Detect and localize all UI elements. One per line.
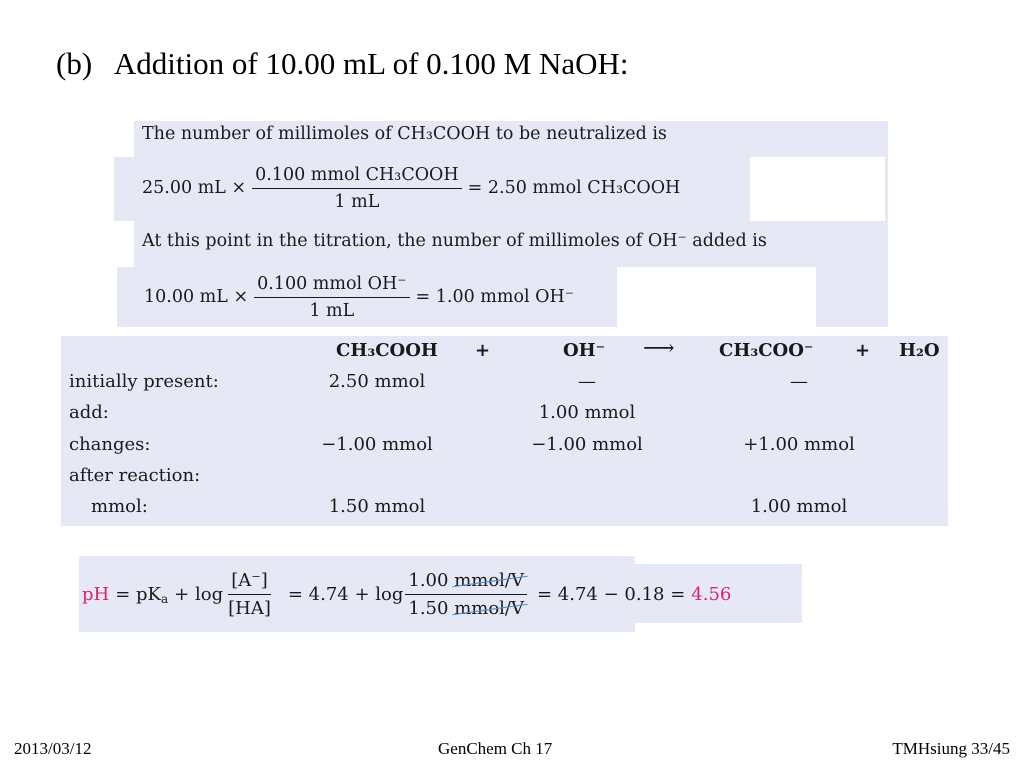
footer-date: 2013/03/12 bbox=[14, 739, 92, 758]
ph-frac2-num-val: 1.00 bbox=[408, 569, 449, 591]
title-label: (b) bbox=[56, 46, 93, 81]
block-eq2-right-bg bbox=[816, 267, 888, 327]
row-label: mmol: bbox=[91, 496, 148, 517]
row-label: changes: bbox=[69, 434, 151, 455]
header-plus-2: + bbox=[855, 340, 871, 361]
row-c1: 1.50 mmol bbox=[328, 496, 426, 517]
row-c3: 1.00 mmol bbox=[750, 496, 848, 517]
row-c2: — bbox=[578, 371, 596, 392]
oh-equation bbox=[144, 268, 574, 326]
eq1-numerator: 0.100 mmol CH₃COOH bbox=[252, 165, 462, 189]
row-label: after reaction: bbox=[69, 465, 201, 486]
row-c3: +1.00 mmol bbox=[743, 434, 855, 455]
row-c3: — bbox=[790, 371, 808, 392]
eq2-numerator: 0.100 mmol OH⁻ bbox=[254, 274, 409, 298]
header-arrow: ⟶ bbox=[643, 336, 675, 361]
ph-frac2-num-unit: mmol/V bbox=[454, 569, 524, 591]
ph-frac2-den-val: 1.50 bbox=[408, 597, 449, 619]
ph-eq-pka: = pK bbox=[115, 583, 162, 605]
ph-frac2-num bbox=[405, 570, 527, 595]
neutralize-text: The number of millimoles of CH₃COOH to be neutralized is bbox=[142, 124, 667, 144]
oh-added-text: At this point in the titration, the number of millimoles of OH⁻ added is bbox=[142, 231, 767, 251]
ph-frac2-den-unit: mmol/V bbox=[454, 597, 524, 619]
eq2-rhs: = 1.00 mmol OH⁻ bbox=[415, 287, 574, 307]
ph-frac2-den bbox=[405, 595, 527, 619]
row-c1: 2.50 mmol bbox=[328, 371, 426, 392]
table-row bbox=[61, 465, 948, 495]
row-label: initially present: bbox=[69, 371, 219, 392]
eq1-denominator: 1 mL bbox=[334, 191, 380, 212]
row-c1: −1.00 mmol bbox=[321, 434, 433, 455]
table-row bbox=[61, 496, 948, 526]
ph-symbol: pH bbox=[82, 583, 110, 605]
eq2-lhs: 10.00 mL × bbox=[144, 287, 249, 307]
ph-fraction-2 bbox=[405, 570, 527, 619]
footer-center: GenChem Ch 17 bbox=[438, 739, 553, 758]
slide-title bbox=[56, 46, 629, 82]
ph-end: = 4.74 − 0.18 = bbox=[536, 583, 686, 605]
table-row bbox=[61, 434, 948, 464]
ph-sub-a: a bbox=[161, 592, 169, 606]
footer-page: TMHsiung 33/45 bbox=[892, 739, 1010, 758]
eq1-lhs: 25.00 mL × bbox=[142, 178, 247, 198]
row-c2: −1.00 mmol bbox=[531, 434, 643, 455]
reaction-header bbox=[61, 336, 948, 366]
ph-fraction-1 bbox=[225, 570, 274, 619]
neutralize-equation bbox=[142, 158, 680, 218]
eq1-fraction bbox=[252, 165, 462, 212]
table-row bbox=[61, 402, 948, 432]
row-label: add: bbox=[69, 402, 109, 423]
eq2-fraction bbox=[254, 274, 409, 321]
title-text: Addition of 10.00 mL of 0.100 M NaOH: bbox=[113, 46, 629, 81]
header-ch3cooh: CH₃COOH bbox=[336, 340, 438, 361]
ph-result: 4.56 bbox=[691, 583, 732, 605]
ph-mid: = 4.74 + log bbox=[287, 583, 404, 605]
header-plus-1: + bbox=[475, 340, 491, 361]
row-c2: 1.00 mmol bbox=[538, 402, 636, 423]
ph-frac1-num: [A⁻] bbox=[228, 570, 271, 595]
header-h2o: H₂O bbox=[899, 340, 940, 361]
ph-equation bbox=[82, 560, 731, 628]
header-oh: OH⁻ bbox=[563, 340, 606, 361]
header-ch3coo: CH₃COO⁻ bbox=[719, 340, 814, 361]
eq2-denominator: 1 mL bbox=[309, 300, 355, 321]
ph-frac1-den: [HA] bbox=[228, 597, 271, 619]
table-row bbox=[61, 371, 948, 401]
eq1-rhs: = 2.50 mmol CH₃COOH bbox=[467, 178, 681, 198]
block-eq1-right-strip bbox=[885, 157, 888, 221]
ph-log1: + log bbox=[174, 583, 224, 605]
